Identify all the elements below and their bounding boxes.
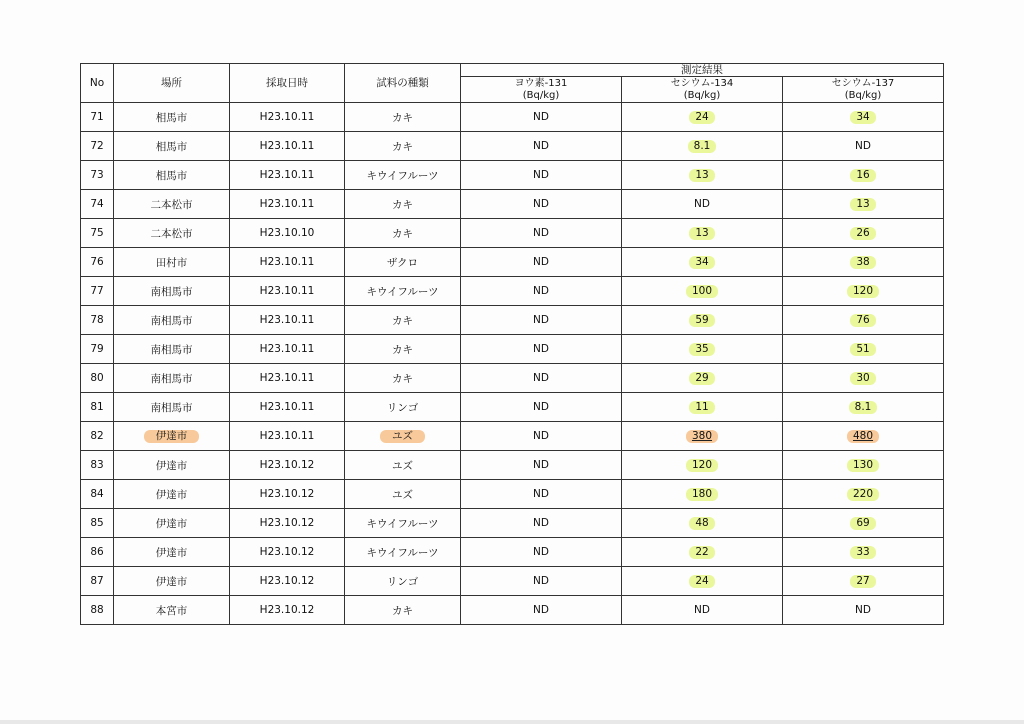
table-row (81, 219, 944, 248)
highlighted-value: 26 (850, 227, 875, 240)
table-header-row (81, 64, 944, 77)
cell-cesium-134 (622, 306, 783, 335)
cell-no: 83 (81, 451, 114, 480)
cell-date: H23.10.12 (230, 480, 345, 509)
cell-cesium-134 (622, 422, 783, 451)
highlighted-value: 27 (850, 575, 875, 588)
table-row (81, 451, 944, 480)
cell-cesium-134 (622, 451, 783, 480)
cell-sample-type: ユズ (345, 451, 461, 480)
cell-location: 南相馬市 (114, 306, 230, 335)
cell-no: 79 (81, 335, 114, 364)
header-sample-type: 試料の種類 (345, 64, 461, 103)
table-row (81, 480, 944, 509)
cell-date: H23.10.12 (230, 596, 345, 625)
highlighted-value: 8.1 (688, 140, 717, 153)
highlighted-value: 51 (850, 343, 875, 356)
cell-iodine-131: ND (461, 538, 622, 567)
cell-sample-type: カキ (345, 596, 461, 625)
header-location: 場所 (114, 64, 230, 103)
cell-cesium-134 (622, 538, 783, 567)
cell-iodine-131: ND (461, 103, 622, 132)
cell-cesium-137 (783, 538, 944, 567)
cell-date: H23.10.11 (230, 364, 345, 393)
highlighted-value: 380 (686, 430, 718, 443)
table-row (81, 567, 944, 596)
table-row (81, 335, 944, 364)
cell-cesium-137 (783, 190, 944, 219)
header-cesium-134-name: セシウム-134 (670, 77, 734, 89)
cell-sample-type: カキ (345, 364, 461, 393)
cell-cesium-134 (622, 509, 783, 538)
highlighted-value: 29 (689, 372, 714, 385)
cell-sample-type: ユズ (345, 480, 461, 509)
header-cesium-137-name: セシウム-137 (831, 77, 895, 89)
cell-date: H23.10.11 (230, 422, 345, 451)
cell-cesium-137 (783, 161, 944, 190)
highlighted-value: 13 (850, 198, 875, 211)
cell-no: 72 (81, 132, 114, 161)
header-cesium-137-unit: (Bq/kg) (844, 89, 882, 101)
cell-no: 74 (81, 190, 114, 219)
cell-iodine-131: ND (461, 364, 622, 393)
cell-location: 田村市 (114, 248, 230, 277)
table-body (81, 103, 944, 625)
cell-sample-type (345, 422, 461, 451)
cell-sample-type: カキ (345, 306, 461, 335)
highlighted-value: 120 (686, 459, 718, 472)
cell-cesium-137 (783, 306, 944, 335)
cell-iodine-131: ND (461, 567, 622, 596)
cell-cesium-137 (783, 364, 944, 393)
cell-iodine-131: ND (461, 596, 622, 625)
cell-location: 相馬市 (114, 161, 230, 190)
cell-location: 伊達市 (114, 480, 230, 509)
highlighted-value: 24 (689, 575, 714, 588)
cell-iodine-131: ND (461, 219, 622, 248)
cell-cesium-137 (783, 480, 944, 509)
highlighted-value: 34 (689, 256, 714, 269)
cell-cesium-137: ND (783, 132, 944, 161)
highlighted-value: 59 (689, 314, 714, 327)
highlighted-value: 13 (689, 227, 714, 240)
cell-cesium-134 (622, 132, 783, 161)
cell-date: H23.10.11 (230, 306, 345, 335)
header-cesium-134 (622, 77, 783, 103)
highlighted-value: 180 (686, 488, 718, 501)
table-row (81, 596, 944, 625)
header-iodine-131 (461, 77, 622, 103)
cell-cesium-134 (622, 161, 783, 190)
cell-date: H23.10.11 (230, 103, 345, 132)
cell-sample-type: リンゴ (345, 393, 461, 422)
highlighted-value: 16 (850, 169, 875, 182)
cell-sample-type: キウイフルーツ (345, 277, 461, 306)
cell-cesium-137 (783, 248, 944, 277)
highlighted-value: 38 (850, 256, 875, 269)
cell-location: 伊達市 (114, 567, 230, 596)
cell-date: H23.10.11 (230, 161, 345, 190)
table-row (81, 132, 944, 161)
cell-iodine-131: ND (461, 480, 622, 509)
cell-no: 87 (81, 567, 114, 596)
cell-cesium-137 (783, 393, 944, 422)
highlighted-value: 130 (847, 459, 879, 472)
table-row (81, 306, 944, 335)
cell-date: H23.10.11 (230, 248, 345, 277)
cell-cesium-137 (783, 219, 944, 248)
cell-location: 南相馬市 (114, 277, 230, 306)
table-row (81, 422, 944, 451)
highlighted-value: 48 (689, 517, 714, 530)
cell-date: H23.10.11 (230, 393, 345, 422)
cell-no: 82 (81, 422, 114, 451)
cell-no: 75 (81, 219, 114, 248)
highlighted-value: 69 (850, 517, 875, 530)
cell-date: H23.10.12 (230, 451, 345, 480)
cell-date: H23.10.11 (230, 335, 345, 364)
table-row (81, 161, 944, 190)
cell-sample-type: カキ (345, 219, 461, 248)
cell-date: H23.10.12 (230, 538, 345, 567)
cell-cesium-137 (783, 567, 944, 596)
cell-iodine-131: ND (461, 335, 622, 364)
cell-iodine-131: ND (461, 132, 622, 161)
cell-iodine-131: ND (461, 161, 622, 190)
cell-iodine-131: ND (461, 451, 622, 480)
cell-cesium-134 (622, 219, 783, 248)
highlighted-value: 8.1 (849, 401, 878, 414)
cell-sample-type: カキ (345, 103, 461, 132)
highlighted-value: 33 (850, 546, 875, 559)
cell-date: H23.10.11 (230, 132, 345, 161)
highlighted-value: 30 (850, 372, 875, 385)
cell-location: 相馬市 (114, 132, 230, 161)
highlighted-value: 100 (686, 285, 718, 298)
cell-sample-type: カキ (345, 335, 461, 364)
cell-cesium-137 (783, 103, 944, 132)
cell-no: 71 (81, 103, 114, 132)
cell-no: 77 (81, 277, 114, 306)
cell-cesium-134 (622, 480, 783, 509)
highlighted-value: 220 (847, 488, 879, 501)
cell-date: H23.10.11 (230, 277, 345, 306)
cell-cesium-134 (622, 393, 783, 422)
highlighted-value: 24 (689, 111, 714, 124)
highlighted-value: 480 (847, 430, 879, 443)
cell-location: 南相馬市 (114, 335, 230, 364)
highlighted-value: 76 (850, 314, 875, 327)
table-row (81, 364, 944, 393)
header-iodine-131-name: ヨウ素-131 (514, 77, 568, 89)
cell-sample-type: キウイフルーツ (345, 538, 461, 567)
cell-date: H23.10.12 (230, 567, 345, 596)
cell-no: 84 (81, 480, 114, 509)
cell-cesium-137 (783, 422, 944, 451)
cell-location: 伊達市 (114, 509, 230, 538)
cell-iodine-131: ND (461, 509, 622, 538)
table-row (81, 248, 944, 277)
cell-cesium-137 (783, 335, 944, 364)
cell-cesium-134 (622, 364, 783, 393)
cell-cesium-134 (622, 335, 783, 364)
cell-date: H23.10.11 (230, 190, 345, 219)
header-iodine-131-unit: (Bq/kg) (522, 89, 560, 101)
cell-date: H23.10.12 (230, 509, 345, 538)
cell-cesium-134 (622, 103, 783, 132)
cell-sample-type: キウイフルーツ (345, 509, 461, 538)
cell-sample-type: リンゴ (345, 567, 461, 596)
cell-cesium-134: ND (622, 596, 783, 625)
highlighted-value: 22 (689, 546, 714, 559)
cell-location: 二本松市 (114, 190, 230, 219)
scan-bottom-edge (0, 720, 1024, 724)
table-row (81, 190, 944, 219)
cell-sample-type: ザクロ (345, 248, 461, 277)
header-measurement-results: 測定結果 (461, 64, 944, 77)
cell-no: 86 (81, 538, 114, 567)
highlighted-value: 11 (689, 401, 714, 414)
cell-iodine-131: ND (461, 306, 622, 335)
cell-cesium-137 (783, 509, 944, 538)
cell-sample-type: カキ (345, 190, 461, 219)
cell-no: 80 (81, 364, 114, 393)
cell-sample-type: キウイフルーツ (345, 161, 461, 190)
highlighted-value: 35 (689, 343, 714, 356)
header-date: 採取日時 (230, 64, 345, 103)
cell-no: 78 (81, 306, 114, 335)
highlighted-sample: ユズ (380, 430, 425, 443)
cell-iodine-131: ND (461, 422, 622, 451)
cell-sample-type: カキ (345, 132, 461, 161)
cell-iodine-131: ND (461, 248, 622, 277)
highlighted-value: 13 (689, 169, 714, 182)
cell-location (114, 422, 230, 451)
cell-cesium-137: ND (783, 596, 944, 625)
cell-location: 伊達市 (114, 538, 230, 567)
cell-location: 本宮市 (114, 596, 230, 625)
table-row (81, 538, 944, 567)
highlighted-location: 伊達市 (144, 430, 200, 443)
cell-iodine-131: ND (461, 393, 622, 422)
cell-cesium-134: ND (622, 190, 783, 219)
cell-location: 二本松市 (114, 219, 230, 248)
cell-cesium-137 (783, 277, 944, 306)
cell-location: 相馬市 (114, 103, 230, 132)
cell-no: 73 (81, 161, 114, 190)
cell-iodine-131: ND (461, 277, 622, 306)
table-row (81, 277, 944, 306)
cell-cesium-137 (783, 451, 944, 480)
radiation-measurement-table (80, 63, 944, 625)
highlighted-value: 34 (850, 111, 875, 124)
cell-location: 伊達市 (114, 451, 230, 480)
cell-location: 南相馬市 (114, 364, 230, 393)
cell-no: 81 (81, 393, 114, 422)
cell-location: 南相馬市 (114, 393, 230, 422)
cell-cesium-134 (622, 277, 783, 306)
cell-iodine-131: ND (461, 190, 622, 219)
cell-cesium-134 (622, 248, 783, 277)
header-cesium-137 (783, 77, 944, 103)
cell-cesium-134 (622, 567, 783, 596)
table-row (81, 393, 944, 422)
header-cesium-134-unit: (Bq/kg) (683, 89, 721, 101)
cell-no: 88 (81, 596, 114, 625)
table-row (81, 103, 944, 132)
cell-no: 76 (81, 248, 114, 277)
header-no: No (81, 64, 114, 103)
cell-no: 85 (81, 509, 114, 538)
highlighted-value: 120 (847, 285, 879, 298)
table-row (81, 509, 944, 538)
cell-date: H23.10.10 (230, 219, 345, 248)
